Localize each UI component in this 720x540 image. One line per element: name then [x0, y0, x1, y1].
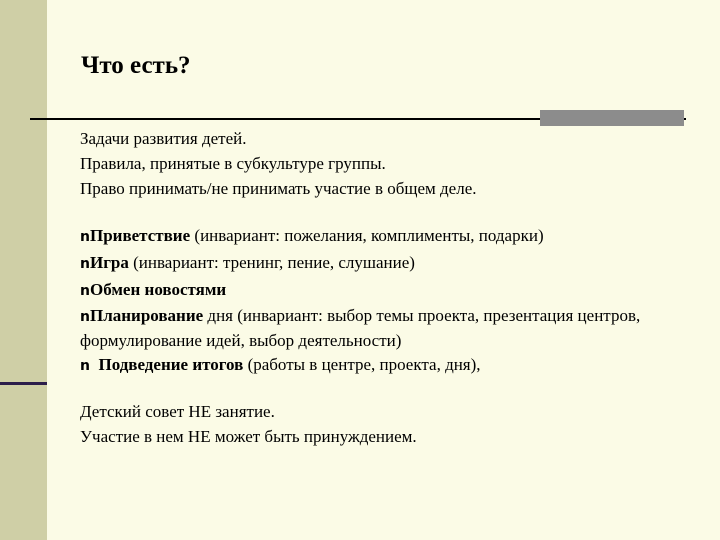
left-decor-band [0, 0, 47, 540]
bullet-item [80, 223, 680, 250]
bullet-rest: (работы в центре, проекта, дня), [243, 355, 481, 374]
bullet-marker: n [80, 256, 90, 272]
bullet-rest: дня (инвариант: выбор темы проекта, презентация центров, формулирование идей, выбор деятельности) [80, 306, 641, 350]
bullet-marker: n [80, 283, 90, 299]
intro-line: Правила, принятые в субкультуре группы. [80, 154, 386, 173]
outro-line: Участие в нем НЕ может быть принуждением. [80, 427, 417, 446]
slide-title: Что есть? [81, 52, 191, 79]
bullet-bold: Планирование [89, 306, 204, 325]
bullet-item [80, 304, 680, 352]
intro-line: Право принимать/не принимать участие в общем деле. [80, 179, 477, 198]
divider-accent-bar [540, 110, 684, 126]
bullet-marker: n [80, 309, 90, 325]
bullet-rest: (инвариант: пожелания, комплименты, подарки) [190, 226, 544, 245]
bullet-bold: Приветствие [89, 226, 191, 245]
bullet-marker: n [80, 358, 90, 374]
intro-line: Задачи развития детей. [80, 129, 247, 148]
left-decor-line [0, 382, 47, 385]
bullet-bold: Игра [89, 253, 129, 272]
bullet-item [80, 250, 680, 277]
bullet-bold: Подведение итогов [98, 355, 244, 374]
bullet-item [80, 277, 680, 304]
bullet-bold: Обмен новостями [89, 280, 227, 299]
bullet-item [80, 352, 680, 379]
bullet-rest: (инвариант: тренинг, пение, слушание) [128, 253, 415, 272]
bullet-marker: n [80, 229, 90, 245]
outro-line: Детский совет НЕ занятие. [80, 402, 275, 421]
slide-body [80, 126, 680, 449]
